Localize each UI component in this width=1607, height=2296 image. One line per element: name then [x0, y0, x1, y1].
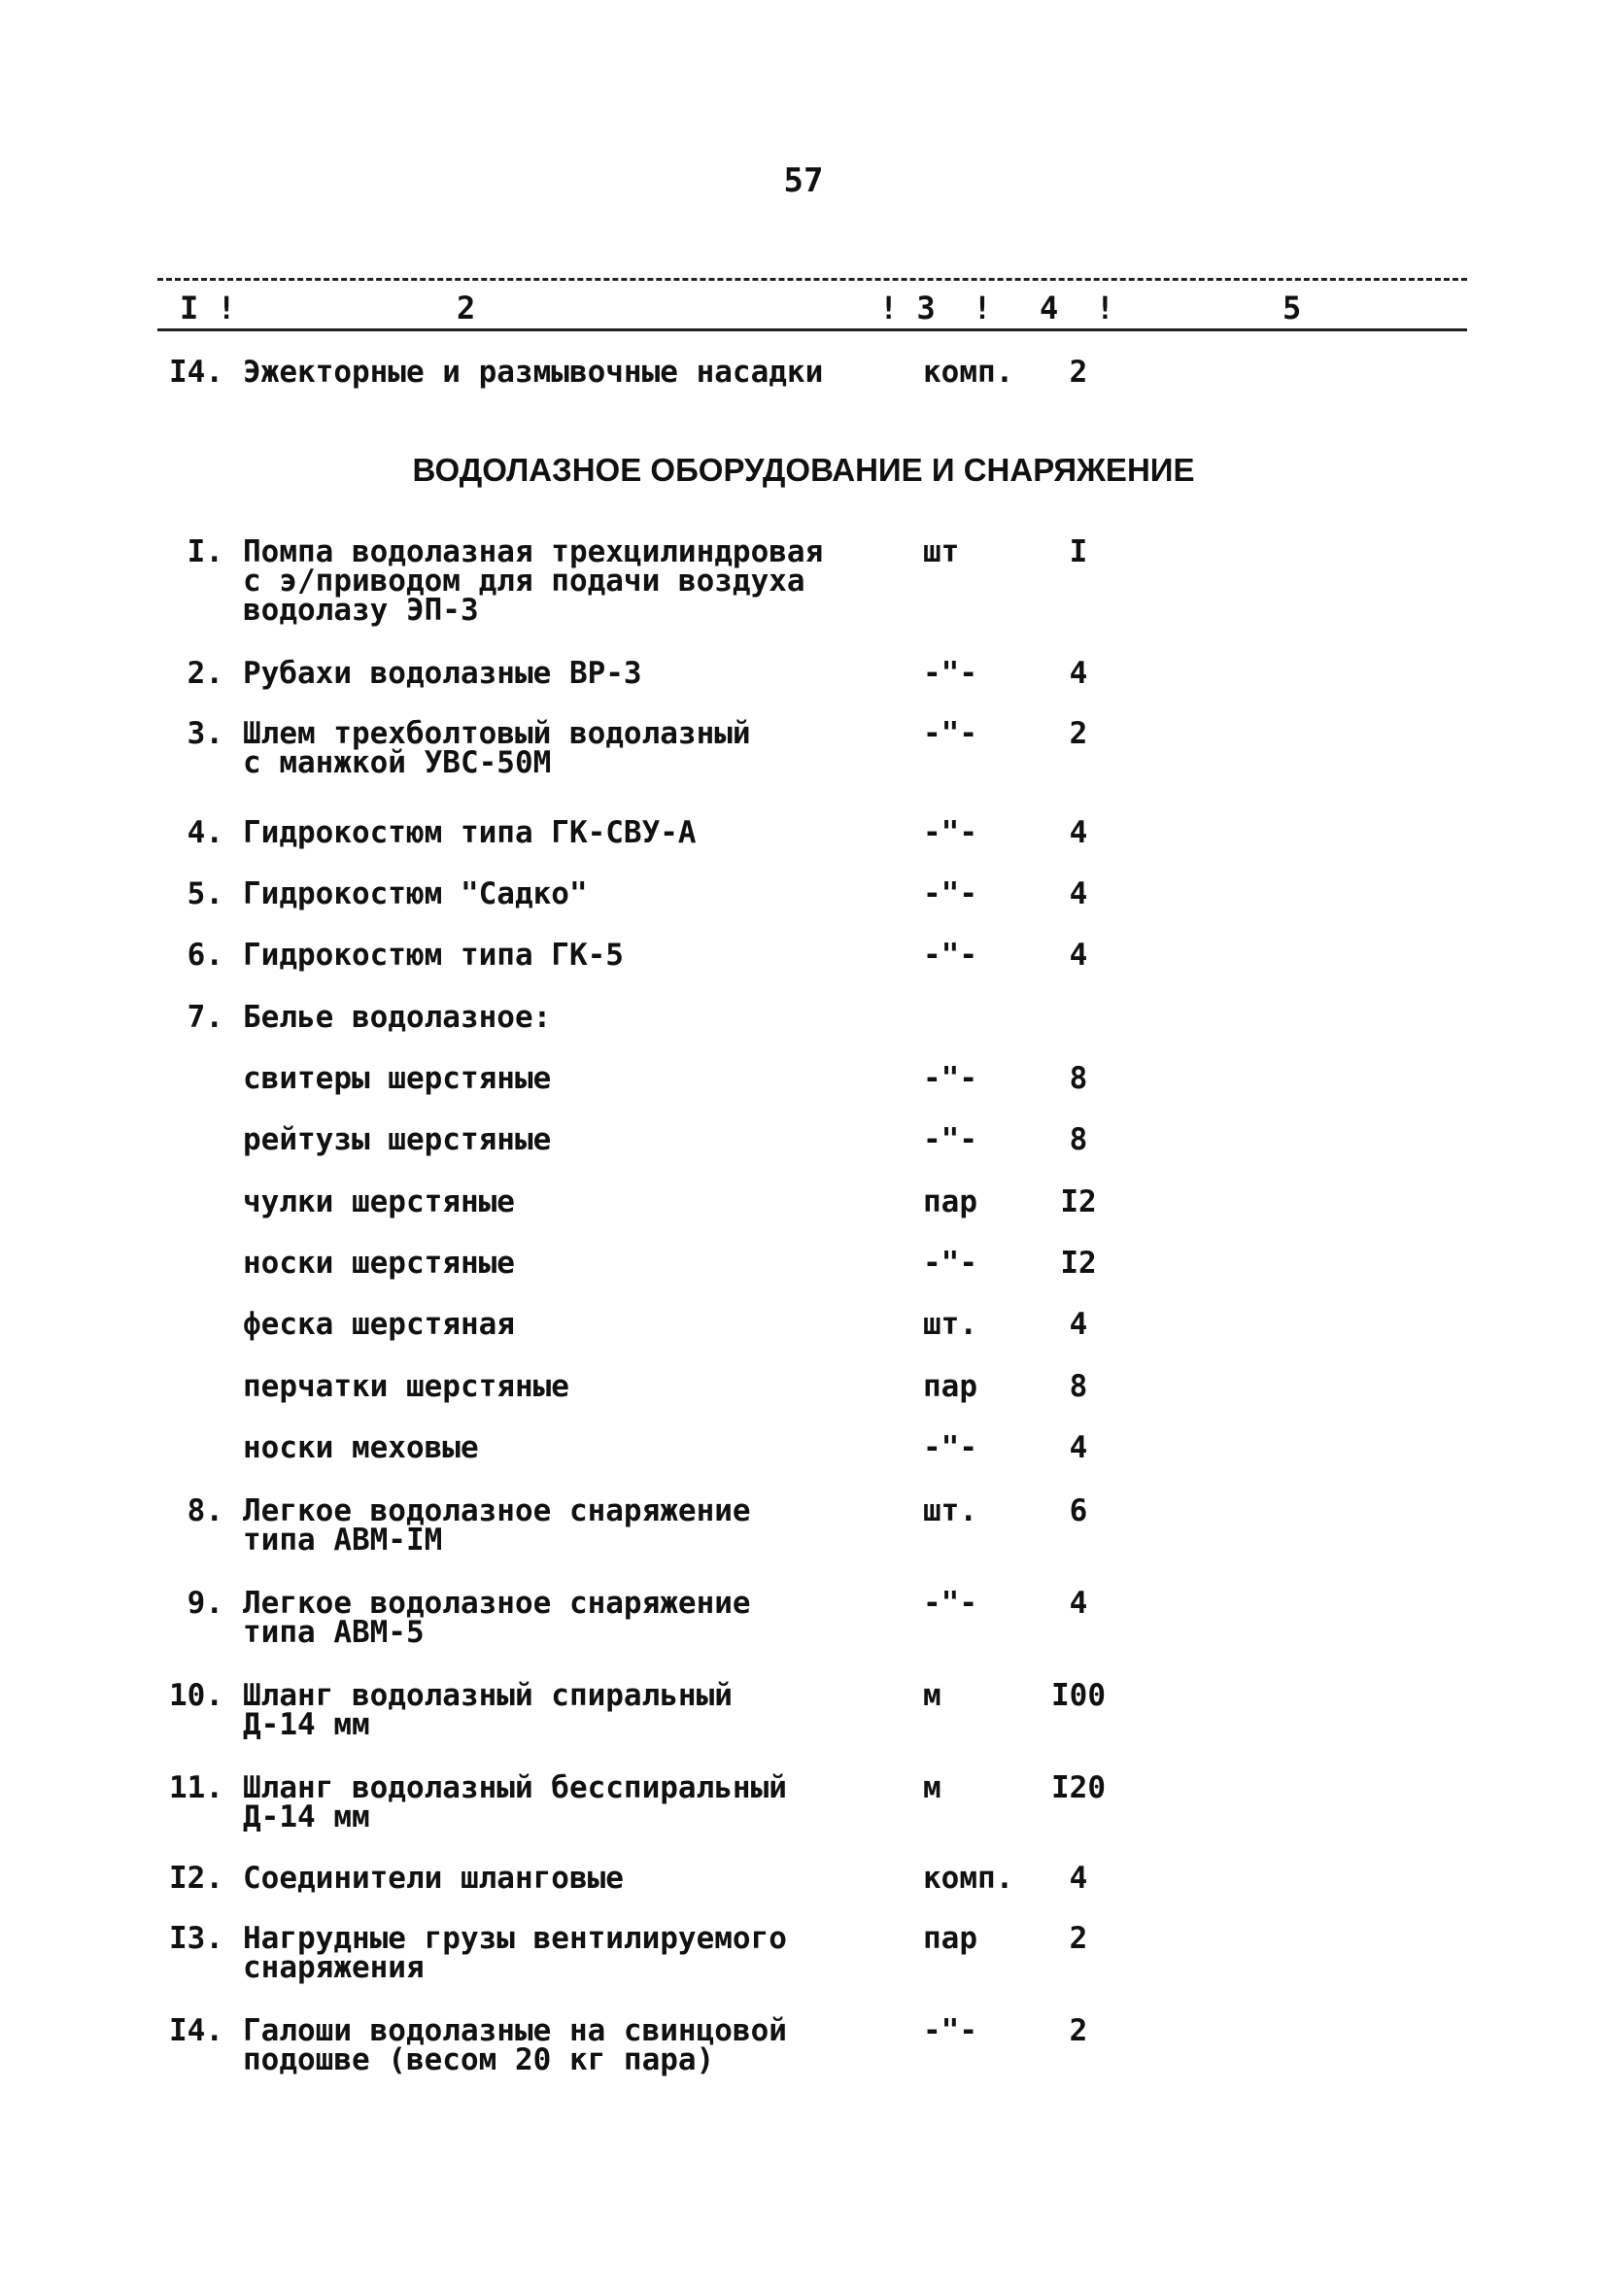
row-qty: 4 — [1069, 1861, 1088, 1896]
row-unit: -"- — [923, 876, 977, 911]
row-qty: 2 — [1069, 716, 1088, 751]
column-header-2: 2 — [457, 290, 476, 326]
row-name: Шлем трехболтовый водолазный с манжкой УВС-50М — [243, 716, 751, 780]
row-qty: I20 — [1051, 1770, 1106, 1805]
row-unit: пар — [923, 1184, 977, 1219]
row-name: Белье водолазное: — [243, 1000, 552, 1035]
row-name: Эжекторные и размывочные насадки — [243, 355, 824, 390]
row-qty: 4 — [1069, 938, 1088, 973]
section-title: ВОДОЛАЗНОЕ ОБОРУДОВАНИЕ И СНАРЯЖЕНИЕ — [412, 452, 1195, 488]
row-unit: -"- — [923, 1430, 977, 1465]
row-qty: 4 — [1069, 656, 1088, 691]
row-number: 3. — [187, 716, 223, 751]
row-name: рейтузы шерстяные — [243, 1122, 552, 1157]
row-number: 5. — [187, 876, 223, 911]
column-header-1: I ! — [180, 290, 236, 326]
row-unit: -"- — [923, 938, 977, 973]
row-name: Шланг водолазный спиральный Д-14 мм — [243, 1678, 733, 1742]
row-name: Гидрокостюм типа ГК-5 — [243, 938, 624, 973]
column-header-4: 4 ! — [1040, 290, 1115, 326]
column-header-3: ! 3 ! — [879, 290, 992, 326]
row-number: 11. — [169, 1770, 223, 1805]
row-qty: I2 — [1060, 1246, 1097, 1281]
row-unit: -"- — [923, 2013, 977, 2048]
row-qty: 4 — [1069, 1586, 1088, 1621]
row-qty: 4 — [1069, 815, 1088, 850]
row-qty: 2 — [1069, 1921, 1088, 1956]
row-name: Гидрокостюм "Садко" — [243, 876, 588, 911]
row-number: I. — [187, 534, 223, 569]
row-number: 8. — [187, 1493, 223, 1528]
row-name: Галоши водолазные на свинцовой подошве (весом 20 кг пара) — [243, 2013, 787, 2077]
row-unit: пар — [923, 1921, 977, 1956]
row-number: I4. — [169, 2013, 223, 2048]
row-number: 7. — [187, 1000, 223, 1035]
row-qty: 6 — [1069, 1493, 1088, 1528]
row-name: носки шерстяные — [243, 1246, 515, 1281]
row-name: Помпа водолазная трехцилиндровая с э/приводом для подачи воздуха водолазу ЭП-3 — [243, 534, 824, 628]
row-unit: комп. — [923, 1861, 1014, 1896]
row-number: 2. — [187, 656, 223, 691]
row-name: носки меховые — [243, 1430, 479, 1465]
row-number: 6. — [187, 938, 223, 973]
row-unit: м — [923, 1770, 941, 1805]
row-name: феска шерстяная — [243, 1307, 515, 1342]
row-unit: -"- — [923, 716, 977, 751]
row-qty: 2 — [1069, 355, 1088, 390]
row-unit: -"- — [923, 1061, 977, 1096]
row-number: 10. — [169, 1678, 223, 1713]
row-name: Шланг водолазный бесспиральный Д-14 мм — [243, 1770, 787, 1834]
row-unit: -"- — [923, 1246, 977, 1281]
row-unit: м — [923, 1678, 941, 1713]
row-name: Соединители шланговые — [243, 1861, 624, 1896]
row-unit: -"- — [923, 656, 977, 691]
row-name: Нагрудные грузы вентилируемого снаряжения — [243, 1921, 787, 1985]
row-unit: шт. — [923, 1493, 977, 1528]
row-unit: -"- — [923, 1586, 977, 1621]
row-unit: шт. — [923, 1307, 977, 1342]
table-header-rule-dashed — [157, 278, 1467, 281]
row-unit: комп. — [923, 355, 1014, 390]
row-number: I3. — [169, 1921, 223, 1956]
page-number: 57 — [783, 161, 824, 200]
row-qty: 8 — [1069, 1122, 1088, 1157]
column-header-5: 5 — [1282, 290, 1302, 326]
row-qty: I — [1069, 534, 1088, 569]
row-unit: -"- — [923, 815, 977, 850]
row-qty: 4 — [1069, 876, 1088, 911]
row-qty: 8 — [1069, 1061, 1088, 1096]
row-name: чулки шерстяные — [243, 1184, 515, 1219]
row-unit: -"- — [923, 1122, 977, 1157]
row-name: свитеры шерстяные — [243, 1061, 552, 1096]
row-number: 4. — [187, 815, 223, 850]
row-unit: шт — [923, 534, 960, 569]
row-qty: 4 — [1069, 1430, 1088, 1465]
row-number: 9. — [187, 1586, 223, 1621]
row-name: Гидрокостюм типа ГК-СВУ-А — [243, 815, 697, 850]
row-qty: I00 — [1051, 1678, 1106, 1713]
row-name: Легкое водолазное снаряжение типа АВМ-5 — [243, 1586, 751, 1650]
row-name: Легкое водолазное снаряжение типа АВМ-IМ — [243, 1493, 751, 1558]
table-header-rule-solid — [157, 328, 1467, 331]
row-number: I2. — [169, 1861, 223, 1896]
row-qty: 8 — [1069, 1369, 1088, 1404]
row-qty: I2 — [1060, 1184, 1097, 1219]
row-qty: 2 — [1069, 2013, 1088, 2048]
row-name: перчатки шерстяные — [243, 1369, 569, 1404]
row-qty: 4 — [1069, 1307, 1088, 1342]
row-name: Рубахи водолазные ВР-3 — [243, 656, 642, 691]
row-number: I4. — [169, 355, 223, 390]
row-unit: пар — [923, 1369, 977, 1404]
